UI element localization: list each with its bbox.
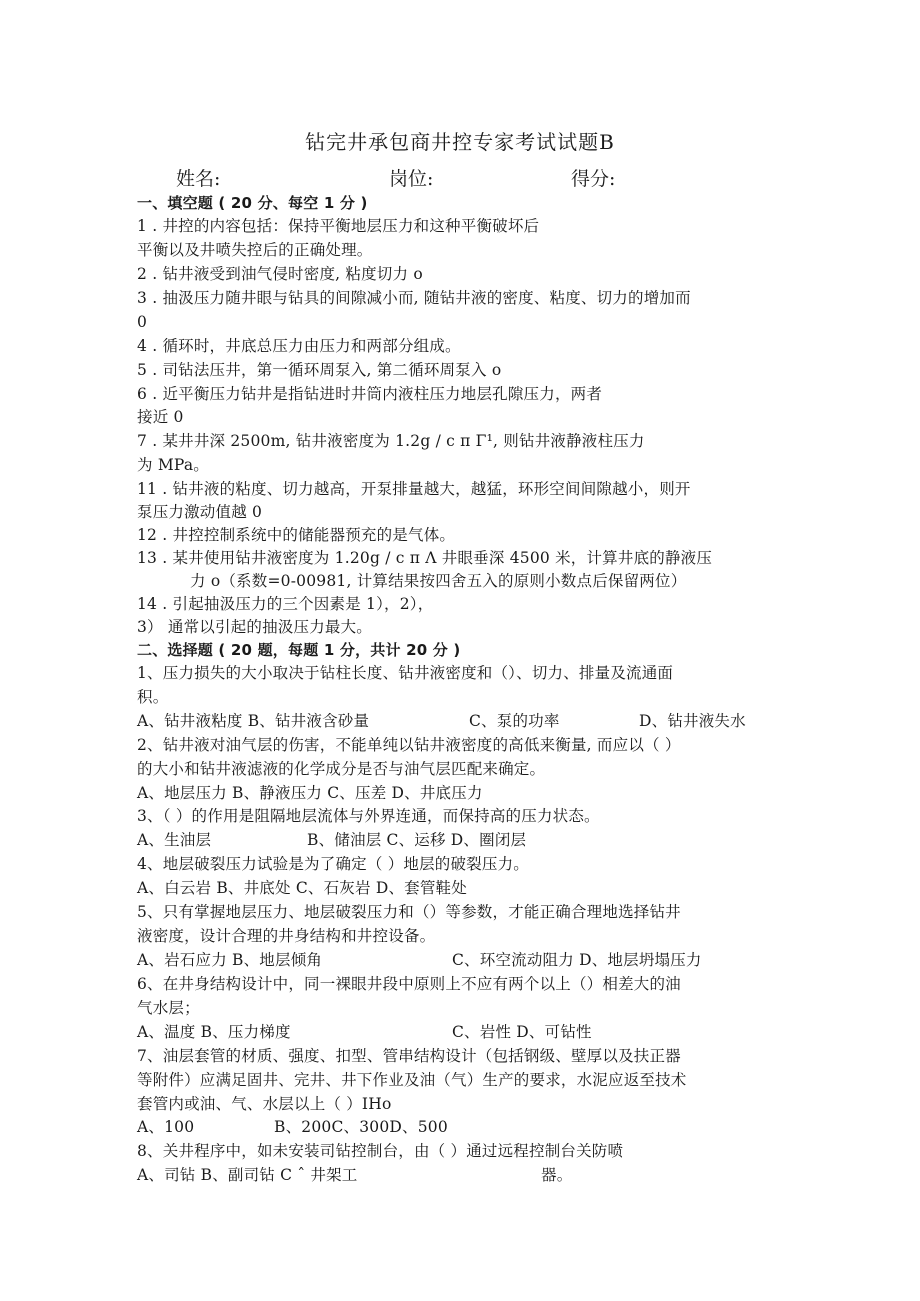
exam-title: 钻完井承包商井控专家考试试题B (305, 130, 615, 154)
text-line: 3、（ ）的作用是阻隔地层流体与外界连通，而保持高的压力状态。 (137, 807, 600, 825)
text-line: 5 . 司钻法压井，第一循环周泵入, 第二循环周泵入 o (137, 361, 502, 379)
text-line: 力 o（系数=0-00981, 计算结果按四舍五入的原则小数点后保留两位） (190, 572, 687, 590)
text-line: 5、只有掌握地层压力、地层破裂压力和（）等参数，才能正确合理地选择钻井 (137, 903, 681, 921)
section-heading-fill-in: 一、填空题 ( 20 分、每空 1 分 ) (137, 194, 368, 212)
position-label: 岗位: (389, 168, 434, 190)
text-line: 8、关井程序中，如未安装司钻控制台，由（ ）通过远程控制台关防喷 (137, 1142, 624, 1160)
text-line: 1 . 井控的内容包括：保持平衡地层压力和这种平衡破坏后 (137, 217, 540, 235)
section-heading-choice: 二、选择题 ( 20 题，每题 1 分，共计 20 分 ) (137, 641, 461, 659)
option-line: A、钻井液粘度 B、钻井液含砂量 (137, 712, 370, 730)
text-line: 积。 (137, 688, 169, 706)
text-line: 1、压力损失的大小取决于钻柱长度、钻井液密度和（）、切力、排量及流通面 (137, 664, 674, 682)
option-line: D、钻井液失水 (639, 712, 746, 730)
text-line: 14 . 引起抽汲压力的三个因素是 1），2）， (137, 595, 434, 613)
option-line: A、司钻 B、副司钻 C ˆ 井架工 (137, 1166, 358, 1184)
text-line: 11 . 钻井液的粘度、切力越高，开泵排量越大，越猛，环形空间间隙越小，则开 (137, 480, 691, 498)
text-line: 12 . 井控控制系统中的储能器预充的是气体。 (137, 526, 456, 544)
option-line: A、温度 B、压力梯度 (137, 1023, 291, 1041)
option-line: A、地层压力 B、静液压力 C、压差 D、井底压力 (137, 784, 483, 802)
text-line: 接近 0 (137, 408, 184, 426)
option-line: C、泵的功率 (469, 712, 560, 730)
text-line: 气水层； (137, 999, 200, 1017)
text-line: 器。 (541, 1166, 573, 1184)
text-line: 为 MPa。 (137, 456, 209, 474)
text-line: 2、钻井液对油气层的伤害，不能单纯以钻井液密度的高低来衡量, 而应以（ ） (137, 736, 681, 754)
score-label: 得分: (571, 168, 616, 190)
text-line: 4 . 循环时，井底总压力由压力和两部分组成。 (137, 337, 461, 355)
option-line: A、100 (137, 1118, 195, 1136)
text-line: 13 . 某井使用钻井液密度为 1.20g / c π Λ 井眼垂深 4500 米，计算井底的静液压 (137, 549, 713, 567)
text-line: 的大小和钻井液滤液的化学成分是否与油气层匹配来确定。 (137, 760, 546, 778)
text-line: 等附件）应满足固井、完井、井下作业及油（气）生产的要求，水泥应返至技术 (137, 1071, 687, 1089)
text-line: 平衡以及井喷失控后的正确处理。 (137, 241, 373, 259)
option-line: C、环空流动阻力 D、地层坍塌压力 (452, 951, 702, 969)
text-line: 6 . 近平衡压力钻井是指钻进时井筒内液柱压力地层孔隙压力，两者 (137, 385, 603, 403)
text-line: 3 . 抽汲压力随井眼与钻具的间隙减小而, 随钻井液的密度、粘度、切力的增加而 (137, 289, 691, 307)
text-line: 6、在井身结构设计中，同一裸眼井段中原则上不应有两个以上（）相差大的油 (137, 975, 681, 993)
text-line: 液密度，设计合理的井身结构和井控设备。 (137, 927, 436, 945)
text-line: 4、地层破裂压力试验是为了确定（ ）地层的破裂压力。 (137, 855, 529, 873)
text-line: 泵压力激动值越 0 (137, 503, 263, 521)
text-line: 套管内或油、气、水层以上（ ）IHo (137, 1095, 392, 1113)
option-line: B、200C、300D、500 (274, 1118, 448, 1136)
text-line: 0 (137, 313, 148, 331)
text-line: 2 . 钻井液受到油气侵时密度, 粘度切力 o (137, 265, 423, 283)
option-line: A、岩石应力 B、地层倾角 (137, 951, 323, 969)
text-line: 3） 通常以引起的抽汲压力最大。 (137, 618, 372, 636)
name-label: 姓名: (176, 168, 221, 190)
option-line: C、岩性 D、可钻性 (452, 1023, 592, 1041)
text-line: 7、油层套管的材质、强度、扣型、管串结构设计（包括钢级、壁厚以及扶正器 (137, 1047, 681, 1065)
option-line: A、白云岩 B、井底处 C、石灰岩 D、套管鞋处 (137, 879, 467, 897)
option-line: B、储油层 C、运移 D、圈闭层 (307, 831, 527, 849)
option-line: A、生油层 (137, 831, 212, 849)
text-line: 7 . 某井井深 2500m, 钻井液密度为 1.2g / c π Γ¹, 则钻井液静液柱压力 (137, 432, 645, 450)
